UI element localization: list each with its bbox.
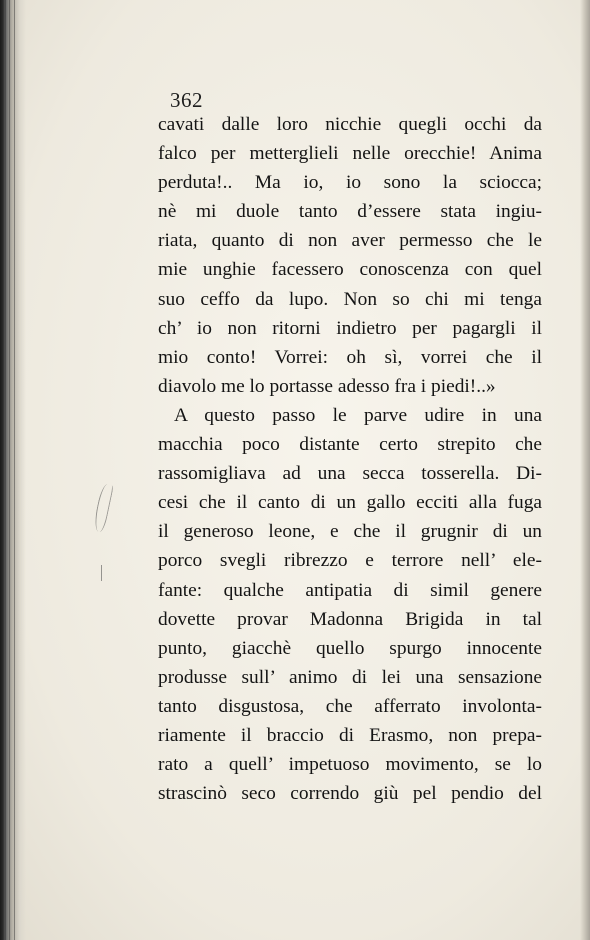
gutter-line <box>9 0 10 940</box>
text-line: ch’ io non ritorni indietro per pagargli il <box>158 317 542 339</box>
text-line: rassomigliava ad una secca tosserella. Di- <box>158 463 542 485</box>
page-edge <box>580 0 590 940</box>
text-line: tanto disgustosa, che afferrato involonta- <box>158 695 542 717</box>
text-line: cavati dalle loro nicchie quegli occhi da <box>158 114 542 135</box>
text-line: punto, giacchè quello spurgo innocente <box>158 637 542 659</box>
text-line: cesi che il canto di un gallo ecciti alla fuga <box>158 492 542 514</box>
text-line: diavolo me lo portasse adesso fra i piedi!..» <box>158 375 496 397</box>
text-line: mio conto! Vorrei: oh sì, vorrei che il <box>158 346 542 368</box>
text-line: dovette provar Madonna Brigida in tal <box>158 608 542 630</box>
text-line: riata, quanto di non aver permesso che le <box>158 230 542 252</box>
page-number: 362 <box>170 88 203 112</box>
text-line: mie unghie facessero conoscenza con quel <box>158 259 542 281</box>
text-line: suo ceffo da lupo. Non so chi mi tenga <box>158 288 542 310</box>
margin-pencil-mark <box>101 565 104 581</box>
text-line: riamente il braccio di Erasmo, non prepa- <box>158 724 542 746</box>
text-line: rato a quell’ impetuoso movimento, se lo <box>158 754 542 776</box>
text-line: macchia poco distante certo strepito che <box>158 434 542 456</box>
text-line: fante: qualche antipatia di simil genere <box>158 579 542 601</box>
text-line: falco per metterglieli nelle orecchie! Anima <box>158 143 542 165</box>
text-line: porco svegli ribrezzo e terrore nell’ ele- <box>158 550 542 572</box>
text-line: il generoso leone, e che il grugnir di un <box>158 521 542 543</box>
paragraph-start-line: A questo passo le parve udire in una <box>174 404 542 426</box>
text-line: strascinò seco correndo giù pel pendio del <box>158 783 542 805</box>
text-line: produsse sull’ animo di lei una sensazione <box>158 666 542 688</box>
text-line: perduta!.. Ma io, io sono la sciocca; <box>158 172 542 194</box>
body-text <box>158 110 542 808</box>
gutter-line <box>5 0 6 940</box>
margin-pencil-mark <box>92 483 114 532</box>
text-line: nè mi duole tanto d’essere stata ingiu- <box>158 201 542 223</box>
gutter-line <box>14 0 15 940</box>
binding-gutter <box>0 0 26 940</box>
